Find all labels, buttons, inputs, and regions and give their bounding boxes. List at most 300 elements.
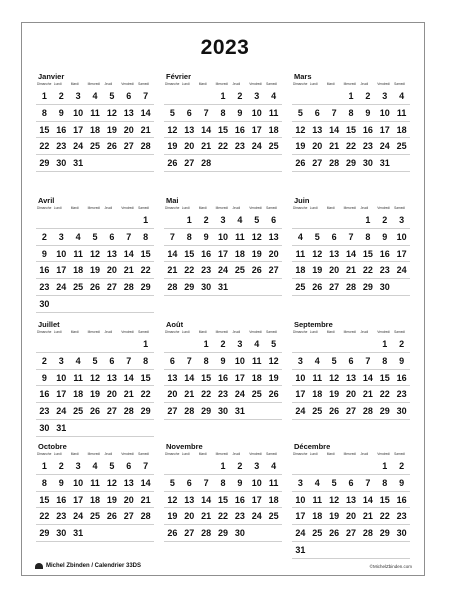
day-cell: 7 (198, 475, 215, 492)
day-cell: 13 (181, 492, 198, 509)
day-cell: 18 (292, 262, 309, 279)
empty-day-cell (120, 420, 137, 437)
day-cell: 20 (120, 122, 137, 139)
day-cell: 12 (103, 105, 120, 122)
day-cell: 28 (326, 155, 343, 172)
day-cell: 27 (120, 138, 137, 155)
weekday-label: Mercredi (343, 82, 356, 86)
day-cell: 5 (326, 475, 343, 492)
day-cell: 8 (376, 475, 393, 492)
day-cell: 14 (359, 492, 376, 509)
weekday-label: Jeudi (232, 330, 241, 334)
weekday-label: Jeudi (104, 452, 113, 456)
day-cell: 15 (215, 492, 232, 509)
day-cell: 28 (164, 279, 181, 296)
day-cell: 6 (326, 229, 343, 246)
empty-day-cell (198, 88, 215, 105)
day-cell: 8 (36, 105, 53, 122)
day-cell: 16 (36, 262, 53, 279)
day-cell: 9 (36, 370, 53, 387)
day-cell: 1 (36, 88, 53, 105)
day-cell: 8 (137, 229, 154, 246)
day-cell: 23 (215, 386, 232, 403)
day-cell: 18 (309, 508, 326, 525)
empty-day-cell (103, 336, 120, 353)
day-cell: 11 (87, 475, 104, 492)
month-block (292, 72, 410, 172)
day-cell: 25 (309, 525, 326, 542)
day-cell: 21 (137, 122, 154, 139)
day-cell: 27 (343, 403, 360, 420)
day-cell: 21 (164, 262, 181, 279)
weekday-label: Dimanche (37, 452, 52, 456)
day-cell: 11 (309, 492, 326, 509)
weekday-label: Lundi (53, 330, 62, 334)
day-cell: 29 (343, 155, 360, 172)
empty-day-cell (164, 336, 181, 353)
day-cell: 27 (181, 155, 198, 172)
weekday-label: Dimanche (165, 330, 180, 334)
day-cell: 29 (36, 525, 53, 542)
day-cell: 4 (393, 88, 410, 105)
day-cell: 13 (343, 492, 360, 509)
day-cell: 18 (265, 122, 282, 139)
day-cell: 4 (70, 353, 87, 370)
empty-day-cell (164, 88, 181, 105)
day-cell: 7 (120, 229, 137, 246)
day-cell: 21 (198, 508, 215, 525)
day-cell: 12 (326, 370, 343, 387)
day-cell: 4 (70, 229, 87, 246)
weekday-label: Lundi (181, 452, 190, 456)
weekday-label: Mardi (326, 82, 335, 86)
day-cell: 14 (343, 246, 360, 263)
day-cell: 12 (164, 122, 181, 139)
day-cell: 27 (343, 525, 360, 542)
empty-day-cell (198, 458, 215, 475)
day-cell: 6 (309, 105, 326, 122)
day-cell: 17 (70, 122, 87, 139)
day-cell: 24 (393, 262, 410, 279)
day-grid (36, 88, 154, 172)
day-cell: 20 (309, 138, 326, 155)
day-cell: 25 (393, 138, 410, 155)
weekday-label: Jeudi (360, 206, 369, 210)
empty-day-cell (53, 212, 70, 229)
day-cell: 19 (326, 386, 343, 403)
empty-day-cell (248, 525, 265, 542)
day-cell: 3 (53, 353, 70, 370)
day-cell: 17 (231, 370, 248, 387)
day-cell: 6 (265, 212, 282, 229)
day-cell: 15 (181, 246, 198, 263)
day-cell: 18 (87, 492, 104, 509)
day-cell: 19 (292, 138, 309, 155)
day-cell: 7 (181, 353, 198, 370)
day-cell: 9 (53, 475, 70, 492)
day-cell: 8 (137, 353, 154, 370)
day-cell: 30 (198, 279, 215, 296)
weekday-label: Mardi (326, 206, 335, 210)
weekday-label: Vendredi (377, 330, 390, 334)
day-cell: 7 (164, 229, 181, 246)
day-cell: 22 (376, 386, 393, 403)
day-cell: 20 (343, 508, 360, 525)
day-cell: 29 (376, 525, 393, 542)
empty-day-cell (309, 88, 326, 105)
day-cell: 23 (393, 508, 410, 525)
weekday-label: Vendredi (249, 206, 262, 210)
weekday-label: Vendredi (377, 452, 390, 456)
month-block (164, 196, 282, 296)
day-cell: 19 (164, 138, 181, 155)
empty-day-cell (164, 458, 181, 475)
empty-day-cell (393, 155, 410, 172)
day-cell: 6 (343, 353, 360, 370)
day-cell: 17 (292, 508, 309, 525)
day-cell: 27 (120, 508, 137, 525)
day-cell: 24 (248, 508, 265, 525)
weekday-label: Samedi (266, 452, 277, 456)
day-cell: 11 (70, 246, 87, 263)
weekday-label: Jeudi (232, 206, 241, 210)
day-cell: 3 (248, 458, 265, 475)
day-cell: 6 (103, 229, 120, 246)
day-cell: 15 (376, 492, 393, 509)
day-cell: 2 (53, 88, 70, 105)
empty-day-cell (120, 155, 137, 172)
day-cell: 15 (215, 122, 232, 139)
day-cell: 3 (215, 212, 232, 229)
day-cell: 21 (181, 386, 198, 403)
day-cell: 6 (181, 105, 198, 122)
weekday-label: Lundi (53, 82, 62, 86)
day-cell: 13 (343, 370, 360, 387)
day-cell: 2 (231, 88, 248, 105)
weekday-label: Samedi (266, 330, 277, 334)
empty-day-cell (87, 155, 104, 172)
day-cell: 12 (87, 246, 104, 263)
day-cell: 8 (359, 229, 376, 246)
day-cell: 9 (376, 229, 393, 246)
day-cell: 2 (36, 353, 53, 370)
day-cell: 23 (231, 138, 248, 155)
weekday-label: Mercredi (343, 452, 356, 456)
empty-day-cell (120, 336, 137, 353)
day-cell: 22 (215, 138, 232, 155)
weekday-label: Jeudi (360, 452, 369, 456)
day-cell: 23 (198, 262, 215, 279)
day-cell: 18 (248, 370, 265, 387)
weekday-label: Lundi (53, 206, 62, 210)
day-cell: 31 (231, 403, 248, 420)
day-cell: 2 (53, 458, 70, 475)
empty-day-cell (70, 212, 87, 229)
day-cell: 26 (248, 262, 265, 279)
day-cell: 11 (248, 353, 265, 370)
day-cell: 10 (393, 229, 410, 246)
day-cell: 6 (120, 88, 137, 105)
day-cell: 25 (309, 403, 326, 420)
day-cell: 1 (198, 336, 215, 353)
day-cell: 12 (309, 246, 326, 263)
day-cell: 24 (70, 138, 87, 155)
day-cell: 8 (376, 353, 393, 370)
day-cell: 23 (393, 386, 410, 403)
day-cell: 31 (292, 542, 309, 559)
day-cell: 4 (309, 475, 326, 492)
day-cell: 22 (137, 386, 154, 403)
weekday-header (164, 81, 282, 87)
day-cell: 29 (215, 525, 232, 542)
day-grid (292, 336, 410, 420)
day-cell: 30 (53, 155, 70, 172)
day-cell: 1 (215, 88, 232, 105)
weekday-label: Dimanche (37, 82, 52, 86)
day-cell: 24 (53, 279, 70, 296)
day-cell: 20 (265, 246, 282, 263)
weekday-label: Samedi (266, 82, 277, 86)
day-cell: 14 (326, 122, 343, 139)
day-cell: 29 (181, 279, 198, 296)
day-cell: 22 (198, 386, 215, 403)
empty-day-cell (292, 212, 309, 229)
day-cell: 31 (70, 155, 87, 172)
weekday-header (292, 81, 410, 87)
weekday-label: Dimanche (165, 206, 180, 210)
day-cell: 7 (343, 229, 360, 246)
day-cell: 13 (265, 229, 282, 246)
day-cell: 11 (87, 105, 104, 122)
day-grid (164, 458, 282, 542)
day-cell: 28 (120, 279, 137, 296)
day-cell: 24 (53, 403, 70, 420)
day-cell: 7 (137, 458, 154, 475)
day-cell: 19 (87, 386, 104, 403)
day-cell: 20 (164, 386, 181, 403)
day-cell: 28 (198, 525, 215, 542)
day-cell: 12 (87, 370, 104, 387)
empty-day-cell (181, 88, 198, 105)
empty-day-cell (137, 420, 154, 437)
day-cell: 31 (53, 420, 70, 437)
month-block (164, 320, 282, 420)
day-cell: 16 (393, 370, 410, 387)
day-cell: 11 (393, 105, 410, 122)
day-grid (164, 336, 282, 420)
empty-day-cell (36, 336, 53, 353)
day-cell: 23 (376, 262, 393, 279)
day-cell: 22 (215, 508, 232, 525)
weekday-label: Lundi (309, 82, 318, 86)
day-cell: 23 (36, 279, 53, 296)
day-cell: 21 (198, 138, 215, 155)
day-cell: 7 (198, 105, 215, 122)
day-cell: 3 (70, 88, 87, 105)
empty-day-cell (359, 458, 376, 475)
empty-day-cell (181, 458, 198, 475)
day-cell: 9 (393, 475, 410, 492)
day-cell: 19 (265, 370, 282, 387)
day-cell: 27 (164, 403, 181, 420)
day-cell: 5 (103, 88, 120, 105)
empty-day-cell (326, 458, 343, 475)
day-cell: 23 (36, 403, 53, 420)
day-cell: 6 (343, 475, 360, 492)
day-cell: 1 (359, 212, 376, 229)
empty-day-cell (326, 88, 343, 105)
day-cell: 5 (164, 475, 181, 492)
day-cell: 4 (265, 88, 282, 105)
weekday-label: Vendredi (249, 330, 262, 334)
day-cell: 9 (53, 105, 70, 122)
empty-day-cell (103, 296, 120, 313)
day-cell: 17 (53, 262, 70, 279)
day-cell: 15 (36, 492, 53, 509)
day-cell: 10 (376, 105, 393, 122)
day-cell: 8 (215, 105, 232, 122)
empty-day-cell (265, 403, 282, 420)
month-name: Mai (166, 196, 179, 205)
day-cell: 4 (231, 212, 248, 229)
day-cell: 31 (70, 525, 87, 542)
weekday-label: Samedi (394, 452, 405, 456)
weekday-label: Samedi (138, 206, 149, 210)
day-cell: 10 (248, 475, 265, 492)
empty-day-cell (359, 336, 376, 353)
empty-day-cell (231, 279, 248, 296)
footer-credit-text: Michel Zbinden / Calendrier 33DS (46, 563, 142, 569)
day-cell: 25 (87, 508, 104, 525)
weekday-header (164, 451, 282, 457)
day-cell: 3 (376, 88, 393, 105)
empty-day-cell (265, 525, 282, 542)
weekday-label: Mardi (70, 452, 79, 456)
weekday-label: Mardi (326, 452, 335, 456)
day-cell: 28 (343, 279, 360, 296)
month-name: Septembre (294, 320, 333, 329)
day-cell: 27 (326, 279, 343, 296)
month-name: Mars (294, 72, 312, 81)
weekday-label: Mardi (198, 452, 207, 456)
weekday-label: Lundi (53, 452, 62, 456)
weekday-label: Jeudi (232, 452, 241, 456)
day-cell: 17 (376, 122, 393, 139)
day-cell: 4 (87, 88, 104, 105)
day-cell: 8 (198, 353, 215, 370)
weekday-label: Jeudi (104, 206, 113, 210)
weekday-label: Dimanche (293, 330, 308, 334)
month-name: Février (166, 72, 192, 81)
day-cell: 13 (103, 246, 120, 263)
weekday-label: Samedi (394, 82, 405, 86)
month-block (292, 442, 410, 559)
day-cell: 30 (393, 403, 410, 420)
empty-day-cell (248, 155, 265, 172)
day-cell: 22 (181, 262, 198, 279)
day-cell: 15 (343, 122, 360, 139)
day-cell: 2 (198, 212, 215, 229)
day-cell: 11 (265, 105, 282, 122)
day-cell: 6 (103, 353, 120, 370)
day-cell: 7 (359, 353, 376, 370)
day-cell: 18 (70, 262, 87, 279)
day-cell: 19 (309, 262, 326, 279)
empty-day-cell (309, 458, 326, 475)
day-cell: 25 (265, 138, 282, 155)
day-cell: 29 (198, 403, 215, 420)
day-cell: 26 (103, 138, 120, 155)
day-cell: 14 (181, 370, 198, 387)
day-cell: 3 (248, 88, 265, 105)
month-name: Août (166, 320, 184, 329)
day-cell: 17 (292, 386, 309, 403)
empty-day-cell (137, 525, 154, 542)
day-grid (36, 336, 154, 437)
weekday-label: Dimanche (165, 452, 180, 456)
day-cell: 21 (343, 262, 360, 279)
day-cell: 5 (292, 105, 309, 122)
empty-day-cell (164, 212, 181, 229)
day-cell: 30 (215, 403, 232, 420)
day-grid (292, 458, 410, 559)
weekday-label: Dimanche (293, 82, 308, 86)
day-cell: 28 (359, 403, 376, 420)
day-cell: 12 (265, 353, 282, 370)
day-cell: 26 (87, 279, 104, 296)
day-cell: 19 (87, 262, 104, 279)
day-cell: 11 (231, 229, 248, 246)
day-cell: 26 (265, 386, 282, 403)
day-cell: 8 (343, 105, 360, 122)
weekday-label: Jeudi (232, 82, 241, 86)
weekday-label: Mardi (70, 82, 79, 86)
weekday-label: Lundi (181, 206, 190, 210)
footer-copyright: ©MichelZbinden.com (369, 564, 412, 569)
day-cell: 22 (343, 138, 360, 155)
day-cell: 20 (103, 386, 120, 403)
day-cell: 7 (137, 88, 154, 105)
day-cell: 5 (87, 353, 104, 370)
day-cell: 19 (103, 492, 120, 509)
day-cell: 17 (248, 122, 265, 139)
day-cell: 1 (137, 212, 154, 229)
day-cell: 29 (137, 403, 154, 420)
day-cell: 14 (120, 246, 137, 263)
weekday-header (292, 205, 410, 211)
weekday-label: Dimanche (37, 330, 52, 334)
day-cell: 15 (376, 370, 393, 387)
day-cell: 2 (393, 458, 410, 475)
month-block (36, 196, 154, 313)
day-cell: 25 (70, 279, 87, 296)
empty-day-cell (70, 296, 87, 313)
empty-day-cell (292, 336, 309, 353)
weekday-label: Vendredi (377, 82, 390, 86)
day-cell: 23 (53, 138, 70, 155)
day-cell: 16 (215, 370, 232, 387)
empty-day-cell (326, 336, 343, 353)
day-cell: 28 (137, 138, 154, 155)
day-cell: 3 (292, 475, 309, 492)
day-cell: 26 (326, 403, 343, 420)
weekday-label: Jeudi (360, 82, 369, 86)
day-grid (36, 212, 154, 313)
weekday-label: Jeudi (360, 330, 369, 334)
day-cell: 26 (164, 155, 181, 172)
day-cell: 5 (248, 212, 265, 229)
empty-day-cell (343, 542, 360, 559)
